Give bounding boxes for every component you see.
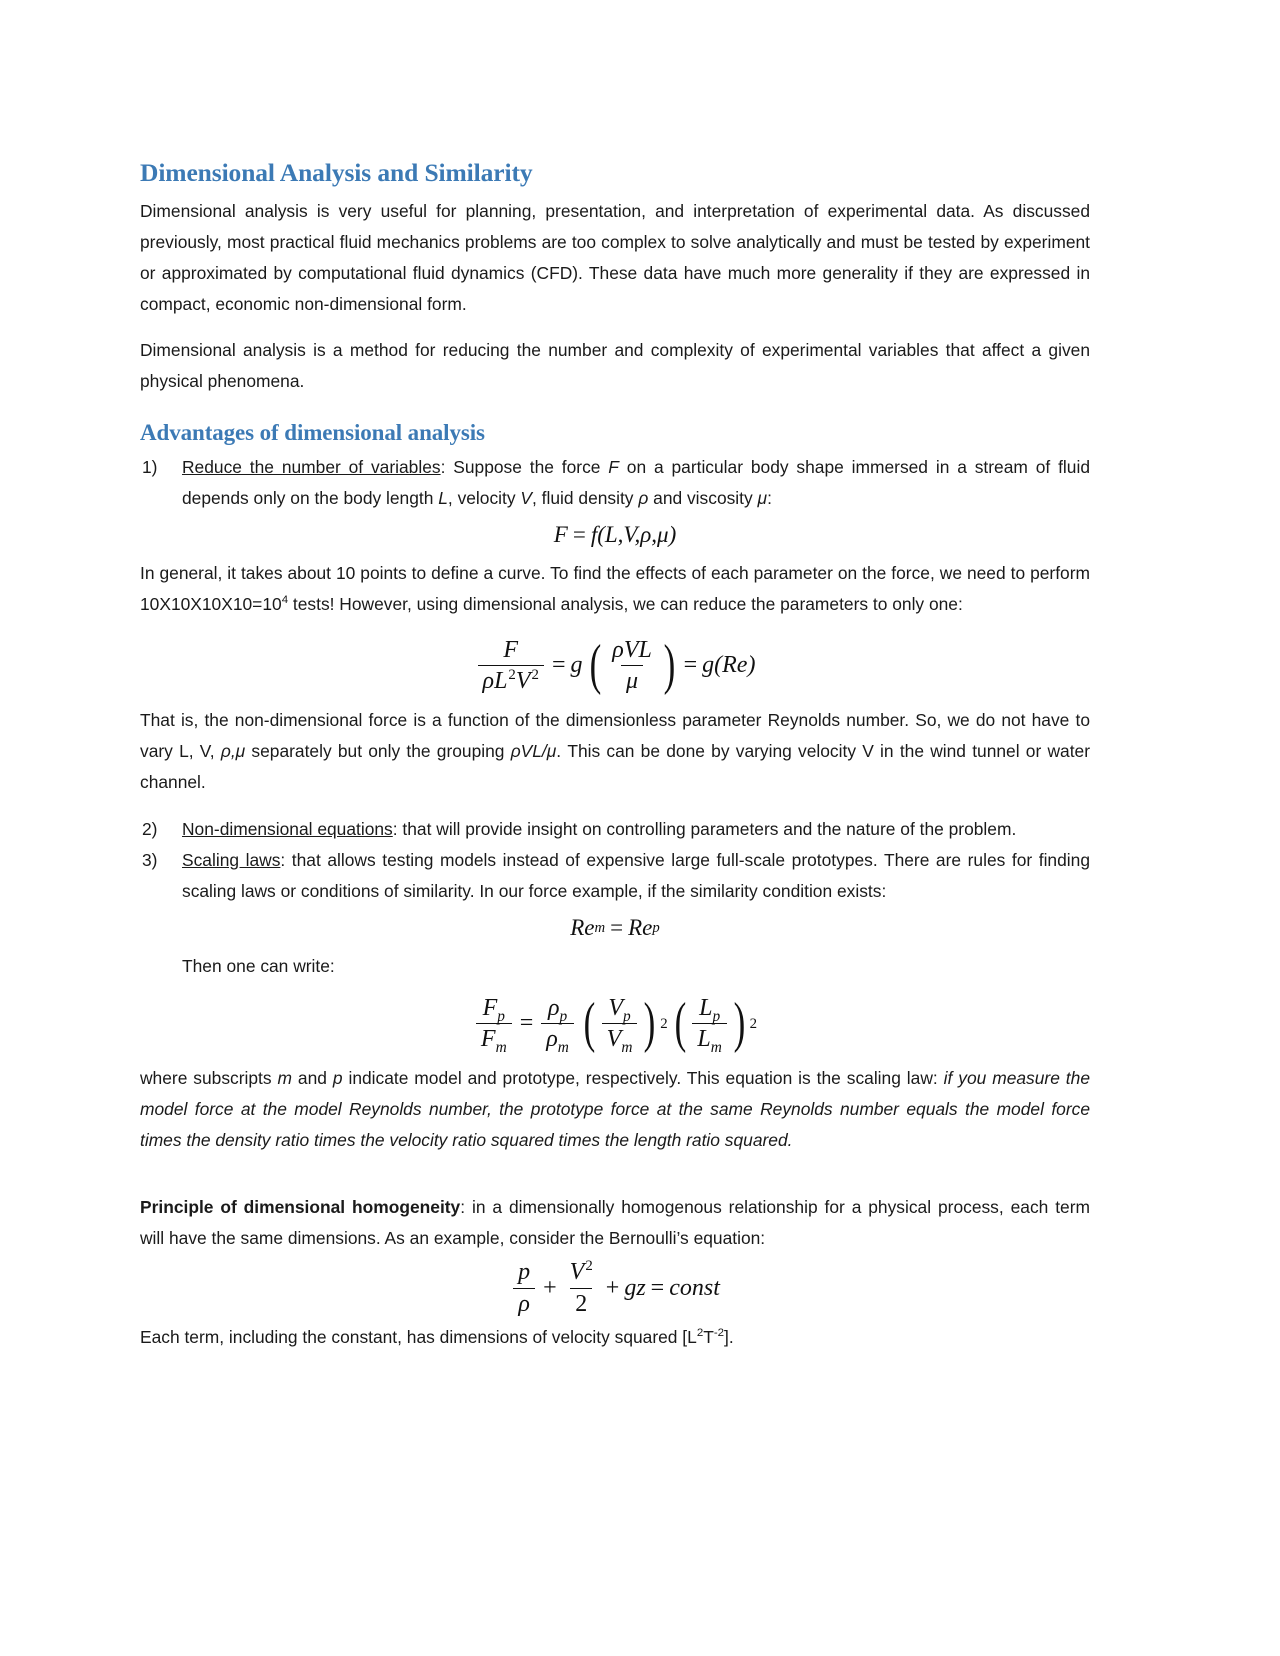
equation-2-den-L-exp: 2 bbox=[508, 666, 516, 683]
then-one-can-write: Then one can write: bbox=[182, 955, 335, 976]
bernoulli-rho: ρ bbox=[513, 1288, 535, 1318]
equation-2-den-L: L bbox=[494, 667, 508, 694]
scaling-var-p: p bbox=[332, 1068, 343, 1089]
bernoulli-equals: = bbox=[650, 1274, 665, 1301]
scaling-law-italic-text: if you measure the model force at the model Reynolds number, the prototype force at the same Reynolds number equals the model force times the density ratio times the velocity ratio squared times the length ratio squared. bbox=[140, 1068, 1090, 1151]
equation-4-F-m-sub: m bbox=[495, 1038, 507, 1056]
list-item-3-text: : that allows testing models instead of expensive large full-scale prototypes. There are rules for finding scaling laws or conditions of similarity. In our force example, if the similarity condition exists: bbox=[182, 850, 1090, 902]
equation-2-inner-denominator: μ bbox=[621, 665, 643, 695]
equation-3-rhs: Re bbox=[628, 914, 653, 940]
equation-2-equals-2: = bbox=[683, 651, 698, 678]
equation-4-L-p-sub: p bbox=[712, 1007, 721, 1025]
equation-4-L-num bbox=[694, 994, 725, 1023]
closing-exponent-2: -2 bbox=[713, 1327, 725, 1340]
equation-4-rho-den bbox=[541, 1023, 574, 1056]
equation-2-denominator bbox=[478, 665, 544, 695]
para-eq1-exponent: 4 bbox=[281, 593, 289, 606]
list-term-1: Reduce the number of variables bbox=[182, 457, 441, 477]
para-eq2-text-a: That is, the non-dimensional force is a function of the dimensionless parameter Reynolds number. So, we do not have to vary L, V, bbox=[140, 710, 1090, 762]
reynolds-equality-equation: Re m = Re p bbox=[570, 914, 660, 940]
list-item-2-text: : that will provide insight on controlling parameters and the nature of the problem. bbox=[392, 819, 1017, 840]
list-item-3 bbox=[140, 845, 1090, 907]
var-F: F bbox=[608, 457, 619, 477]
closing-text-mid: T bbox=[703, 1326, 714, 1347]
advantages-list-continued bbox=[140, 814, 1090, 907]
equation-4-L-m: L bbox=[697, 1026, 711, 1053]
equation-4-L-den bbox=[692, 1023, 726, 1056]
var-mu: μ bbox=[757, 487, 768, 508]
closing-text-a: Each term, including the constant, has dimensions of velocity squared [L bbox=[140, 1326, 697, 1347]
equation-4-F-p: F bbox=[482, 994, 498, 1021]
list-item-2 bbox=[140, 814, 1090, 845]
equation-3-lhs: Re bbox=[570, 914, 595, 940]
list-marker-3: 3) bbox=[142, 850, 158, 871]
list-item-1-text-a: : Suppose the force bbox=[440, 457, 609, 477]
list-marker-1: 1) bbox=[142, 457, 158, 477]
equation-2-numerator: F bbox=[503, 636, 519, 663]
left-paren-icon: ( bbox=[589, 633, 601, 696]
bernoulli-pressure-term bbox=[513, 1258, 535, 1318]
list-term-3: Scaling laws bbox=[182, 850, 281, 871]
equation-4-force-num bbox=[478, 994, 510, 1023]
para-eq2-vars: ρ,μ bbox=[220, 741, 246, 762]
equation-4-V-m: V bbox=[606, 1026, 622, 1053]
equation-2-den-V-exp: 2 bbox=[531, 666, 539, 683]
list-item-1 bbox=[140, 452, 1090, 514]
right-paren-length-icon: ) bbox=[733, 992, 746, 1055]
bernoulli-velocity-term bbox=[565, 1258, 598, 1318]
closing-text-b: ]. bbox=[724, 1326, 734, 1347]
equation-4-equals: = bbox=[519, 1010, 534, 1037]
equation-4-V-num bbox=[603, 994, 635, 1023]
equation-4-L-m-sub: m bbox=[710, 1038, 722, 1056]
bernoulli-gz: gz bbox=[624, 1274, 646, 1301]
paragraph-after-equation-1 bbox=[140, 558, 1090, 620]
page-title: Dimensional Analysis and Similarity bbox=[140, 158, 533, 187]
closing-paragraph bbox=[140, 1322, 1090, 1353]
equation-4-density-fraction bbox=[541, 994, 574, 1054]
equation-4-rho-m: ρ bbox=[546, 1026, 558, 1053]
para-eq1-text-a: In general, it takes about 10 points to define a curve. To find the effects of each parameter on the force, we need to perform 10X10X10X10=10 bbox=[140, 562, 1090, 614]
list-item-1-text-b: on a particular body shape immersed in a stream of fluid depends only on the body length bbox=[182, 457, 1090, 508]
homogeneity-term: Principle of dimensional homogeneity bbox=[140, 1197, 461, 1218]
right-paren-velocity-icon: ) bbox=[643, 992, 656, 1055]
list-item-1-text-f: : bbox=[767, 487, 772, 508]
var-L: L bbox=[438, 487, 448, 508]
equation-4-rho-m-sub: m bbox=[557, 1038, 569, 1056]
equation-2-inner-fraction bbox=[607, 636, 657, 696]
scaling-var-m: m bbox=[277, 1068, 292, 1089]
force-function-equation bbox=[140, 520, 1090, 548]
equation-1-lhs: F bbox=[553, 521, 568, 547]
list-item-1-text-d: , fluid density bbox=[532, 487, 639, 508]
bernoulli-plus-2: + bbox=[605, 1274, 620, 1301]
left-paren-length-icon: ( bbox=[674, 992, 686, 1055]
equation-2-inner-numerator: ρVL bbox=[612, 636, 652, 663]
equation-4-F-m: F bbox=[480, 1026, 496, 1053]
force-scaling-law-equation: $\frac{F_p}{F_m}$ = $\frac{\rho_p}{\rho_m}$ ( $\frac{V_p}{V_m}$ ) 2 ( $\frac{L_p}{L_m}$ ) 2 bbox=[140, 994, 1090, 1054]
scaling-text-b: and bbox=[292, 1068, 333, 1089]
list-item-1-text-e: and viscosity bbox=[648, 487, 758, 508]
bernoulli-V: V bbox=[569, 1259, 585, 1286]
equation-3-equals: = bbox=[610, 914, 624, 940]
left-paren-velocity-icon: ( bbox=[583, 992, 596, 1055]
equation-4-rho-p: ρ bbox=[547, 994, 560, 1021]
bernoulli-equation bbox=[140, 1258, 1090, 1318]
equation-2-result: g(Re) bbox=[702, 651, 756, 678]
bernoulli-two: 2 bbox=[570, 1288, 592, 1318]
scaling-text-a: where subscripts bbox=[140, 1068, 278, 1089]
bernoulli-V-exp: 2 bbox=[585, 1258, 593, 1275]
paragraph-after-equation-2 bbox=[140, 705, 1090, 798]
reynolds-scaling-equation bbox=[140, 633, 1090, 696]
homogeneity-text: : in a dimensionally homogenous relationship for a physical process, each term will have the same dimensions. As an example, consider the Bernoulli’s equation: bbox=[140, 1197, 1090, 1249]
para-eq1-text-b: tests! However, using dimensional analysis, we can reduce the parameters to only one: bbox=[288, 593, 963, 614]
document-content bbox=[140, 158, 1090, 1353]
equation-2-g-1: g bbox=[570, 651, 583, 678]
list-marker-2: 2) bbox=[142, 819, 158, 840]
scaling-text-c: indicate model and prototype, respectively. This equation is the scaling law: bbox=[342, 1068, 944, 1089]
equation-4-rho-p-sub: p bbox=[559, 1007, 568, 1025]
equation-4-V-m-sub: m bbox=[621, 1038, 633, 1056]
equation-4-V-p-sub: p bbox=[623, 1007, 631, 1025]
para-eq2-group: ρVL/μ bbox=[510, 741, 557, 762]
intro-paragraph-1: Dimensional analysis is very useful for planning, presentation, and interpretation of experimental data. As discussed previously, most practical fluid mechanics problems are too complex to solve analytically and must be tested by experiment or approximated by computational fluid dynamics (CFD). These data have much more generality if they are expressed in compact, economic non-dimensional form. bbox=[140, 200, 1090, 314]
equation-4-L-p: L bbox=[699, 994, 713, 1021]
equation-4-F-p-sub: p bbox=[497, 1007, 505, 1025]
bernoulli-v-squared bbox=[565, 1258, 598, 1287]
right-paren-icon: ) bbox=[663, 633, 676, 696]
equation-4-V-p: V bbox=[608, 994, 624, 1021]
equation-2-fraction bbox=[478, 636, 544, 696]
equation-2-den-rho: ρ bbox=[482, 667, 495, 694]
bernoulli-p: p bbox=[518, 1259, 531, 1286]
list-term-2: Non-dimensional equations bbox=[182, 819, 393, 840]
equation-4-length-fraction bbox=[692, 994, 726, 1054]
advantages-list bbox=[140, 452, 1090, 514]
bernoulli-plus-1: + bbox=[543, 1274, 557, 1301]
equation-4-rho-num bbox=[543, 994, 572, 1023]
var-V: V bbox=[520, 487, 532, 508]
list-item-1-text-c: , velocity bbox=[447, 487, 521, 508]
closing-exponent-1: 2 bbox=[696, 1327, 704, 1340]
intro-paragraph-2: Dimensional analysis is a method for reducing the number and complexity of experimental variables that affect a given physical phenomena. bbox=[140, 340, 1090, 392]
homogeneity-paragraph bbox=[140, 1192, 1090, 1254]
var-rho: ρ bbox=[638, 487, 649, 508]
scaling-law-explanation bbox=[140, 1063, 1090, 1156]
equation-1-args: (L,V,ρ,μ) bbox=[597, 521, 677, 547]
bernoulli-const: const bbox=[669, 1274, 720, 1301]
equation-4-V-den bbox=[602, 1023, 638, 1056]
para-eq2-text-b: separately but only the grouping bbox=[245, 741, 511, 762]
equation-1-fn: f bbox=[590, 521, 598, 547]
equation-4-force-den bbox=[476, 1023, 512, 1056]
equation-2-equals-1: = bbox=[551, 651, 566, 678]
equation-2-den-V: V bbox=[515, 667, 531, 694]
para-eq2-text-c: . This can be done by varying velocity V in the wind tunnel or water channel. bbox=[140, 741, 1091, 793]
equation-1-equals: = bbox=[572, 521, 586, 547]
equation-4-force-fraction bbox=[476, 994, 512, 1054]
advantages-heading: Advantages of dimensional analysis bbox=[140, 420, 485, 446]
equation-4-velocity-fraction bbox=[602, 994, 638, 1054]
